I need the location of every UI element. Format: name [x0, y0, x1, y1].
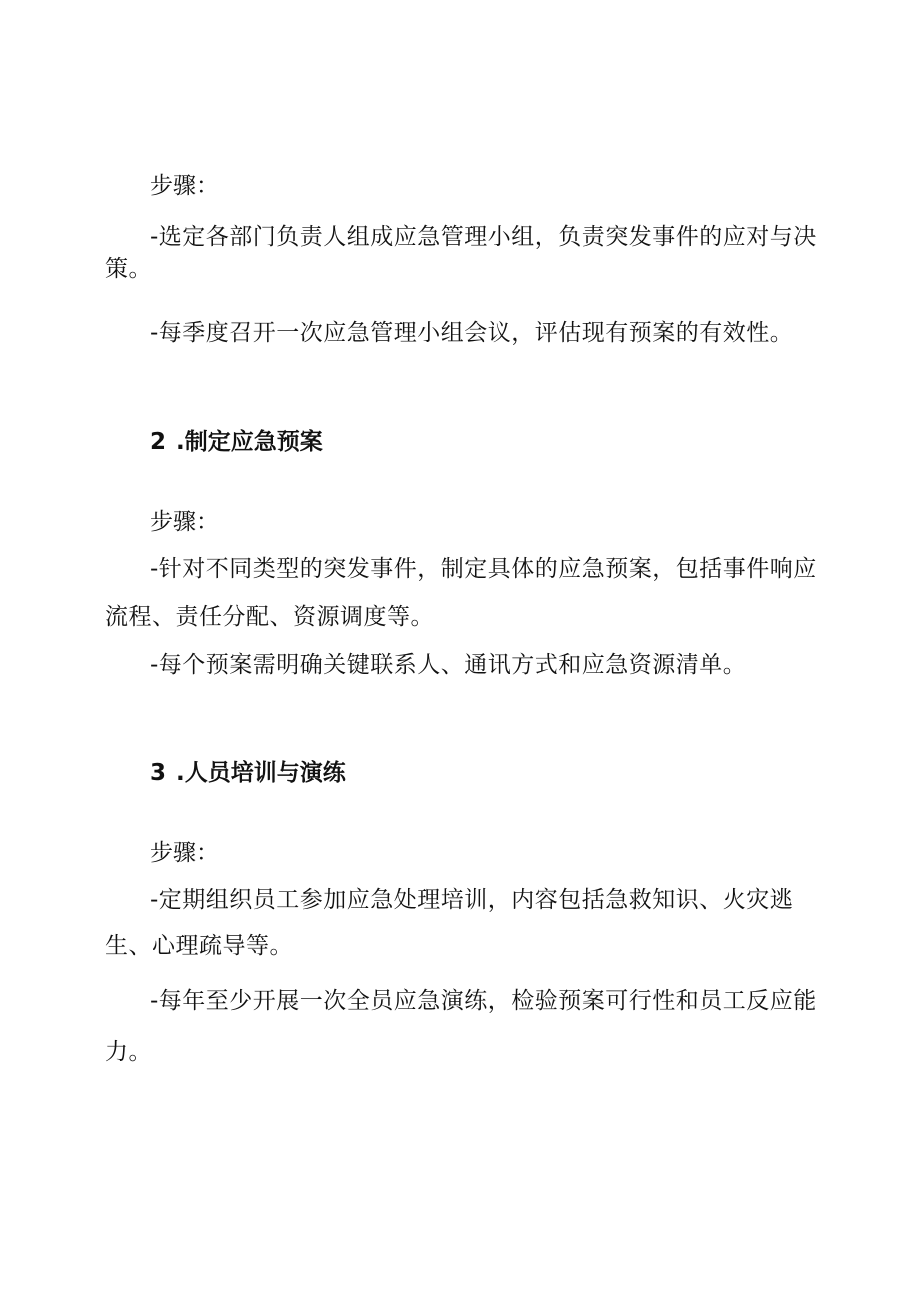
section-title: .制定应急预案 — [176, 429, 323, 455]
steps-label: 步骤： — [150, 173, 219, 199]
section-title: .人员培训与演练 — [176, 760, 346, 786]
step-item-line: -每个预案需明确关键联系人、通讯方式和应急资源清单。 — [150, 652, 747, 678]
section-number: 2 — [150, 429, 167, 455]
section-number: 3 — [150, 760, 167, 786]
step-item-line: -针对不同类型的突发事件，制定具体的应急预案，包括事件响应 — [150, 556, 817, 582]
step-item-line: 策。 — [105, 256, 152, 282]
step-item-line: 流程、责任分配、资源调度等。 — [105, 604, 434, 630]
step-item-line: -每季度召开一次应急管理小组会议，评估现有预案的有效性。 — [150, 320, 794, 346]
step-item-line: -定期组织员工参加应急处理培训，内容包括急救知识、火灾逃 — [150, 887, 794, 913]
step-item-line: 力。 — [105, 1039, 152, 1065]
steps-label: 步骤： — [150, 509, 219, 535]
section-heading — [150, 426, 323, 458]
section-heading — [150, 757, 346, 789]
step-item-line: 生、心理疏导等。 — [105, 933, 293, 959]
steps-label: 步骤： — [150, 840, 219, 866]
step-item-line: -选定各部门负责人组成应急管理小组，负责突发事件的应对与决 — [150, 224, 817, 250]
step-item-line: -每年至少开展一次全员应急演练，检验预案可行性和员工反应能 — [150, 988, 817, 1014]
